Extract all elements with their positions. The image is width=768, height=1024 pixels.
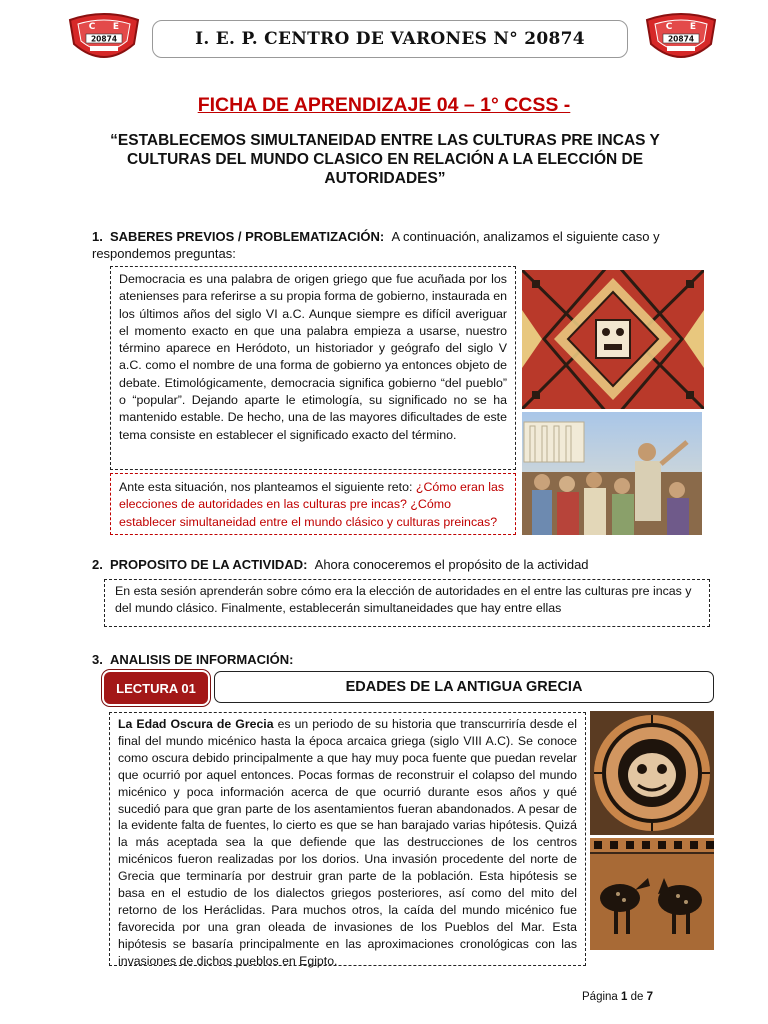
- purpose-text: En esta sesión aprenderán sobre cómo era la elección de autoridades en el entre las culturas pre incas y del mundo clásico. Finalmente, establecerán simultaneidades que hay entre ellas: [115, 584, 692, 616]
- svg-text:20874: 20874: [90, 34, 118, 44]
- lectura-title: [214, 671, 714, 703]
- democracy-paragraph: Democracia es una palabra de origen griego que fue acuñada por los atenienses para referirse a su propia forma de gobierno, instaurada en los últimos años del siglo VI a.C. Aunque siempre es difícil averiguar el momento exacto en que una palabra empieza a usarse, nuestro término aparece en Heródoto, un historiador y geógrafo del siglo V a.C. como el nombre de una forma de gobierno ya entonces objeto de debate. Etimológicamente, democracia significa gobierno “del pueblo” o “popular”. Dejando aparte le etimología, su significado no se ha mantenido estable. De hecho, una de las mayores dificultades de este tema consiste en establecer el significado exacto del término.: [119, 272, 507, 442]
- democracy-text-box: [110, 266, 516, 470]
- greek-plate-image: [590, 711, 714, 835]
- svg-text:C: C: [665, 22, 673, 32]
- page-word: Página: [582, 991, 618, 1003]
- svg-text:20874: 20874: [667, 34, 695, 44]
- school-name-banner: [152, 20, 628, 58]
- challenge-box: [110, 473, 516, 535]
- school-crest-logo-left: [66, 10, 142, 64]
- section3-heading: [92, 651, 672, 668]
- page-total: 7: [646, 991, 654, 1003]
- svg-text:E: E: [689, 22, 697, 32]
- lectura-body: es un periodo de su historia que transcurriría desde el final del mundo micénico hasta la época arcaica griega (siglo VIII A.C). Se conoce como oscura debido principalmente a que hay muy poca fuente que puedan revelar que ocurrió por aquel entonces. Pocas formas de reconstruir el colapso del mundo micénico y poca información acerca de que ocurrió durante esos años y qué sucedió para que gran parte de los asentamientos fueran abandonados. A pesar de la evidente falta de fuentes, lo cierto es que se han barajado varias hipótesis. Quizá la más aceptada sea la que defiende que las destrucciones de los centros micénicos fueron realizadas por los dorios. Una invasión procedente del norte de Grecia que terminaría por destruir gran parte de la población. Esta hipótesis se basa en el estudio de los dialectos griegos posteriores, así como del mito del retorno de los Heráclidas. Para muchos otros, la caída del mundo micénico fue favorecida por una gran oleada de invasiones de los Pueblos del Mar. Esta hipótesis se basaría principalmente en las aproximaciones cronológicas con las invasiones de dichos pueblos en Egipto.: [118, 717, 577, 968]
- section3-number: 3.: [92, 652, 103, 667]
- purpose-box: [104, 579, 710, 627]
- section1-title: SABERES PREVIOS / PROBLEMATIZACIÓN:: [110, 229, 385, 244]
- section2-intro: Ahora conoceremos el propósito de la actividad: [314, 557, 589, 572]
- worksheet-title: FICHA DE APRENDIZAJE 04 – 1° CCSS -: [197, 94, 571, 116]
- lectura-paragraph: [118, 716, 577, 970]
- page-of: de: [630, 991, 644, 1003]
- worksheet-subtitle: “ESTABLECEMOS SIMULTANEIDAD ENTRE LAS CULTURAS PRE INCAS Y CULTURAS DEL MUNDO CLASICO EN RELACIÓN A LA ELECCIÓN DE AUTORIDADES”: [110, 132, 660, 187]
- challenge-lead: Ante esta situación, nos planteamos el siguiente reto:: [119, 480, 413, 494]
- challenge-text: [119, 479, 507, 531]
- section2-number: 2.: [92, 557, 103, 572]
- lectura-tag: LECTURA 01: [104, 672, 208, 704]
- section1-heading: [92, 228, 672, 262]
- page-indicator: [582, 991, 653, 1003]
- lectura-bold-term: La Edad Oscura de Grecia: [118, 717, 274, 731]
- greek-vase-image: [590, 838, 714, 950]
- preinca-textile-image: [522, 270, 704, 409]
- section1-intro: A continuación, analizamos el siguiente caso y respondemos preguntas:: [92, 229, 660, 261]
- section2-heading: [92, 556, 672, 573]
- svg-text:E: E: [112, 22, 120, 32]
- section3-title: ANALISIS DE INFORMACIÓN:: [110, 652, 294, 667]
- page-current: 1: [621, 991, 628, 1003]
- lectura-title-text: EDADES DE LA ANTIGUA GRECIA: [345, 679, 583, 695]
- school-name: I. E. P. CENTRO DE VARONES N° 20874: [195, 29, 585, 49]
- lectura-text-box: [109, 712, 586, 966]
- section2-title: PROPOSITO DE LA ACTIVIDAD:: [110, 557, 308, 572]
- challenge-question: ¿Cómo eran las elecciones de autoridades en las culturas pre incas? ¿Cómo establecer simultaneidad entre el mundo clásico y culturas preincas?: [119, 480, 505, 529]
- school-crest-logo-right: [643, 10, 719, 64]
- svg-text:C: C: [88, 22, 96, 32]
- greek-assembly-image: [522, 412, 702, 535]
- section1-number: 1.: [92, 229, 103, 244]
